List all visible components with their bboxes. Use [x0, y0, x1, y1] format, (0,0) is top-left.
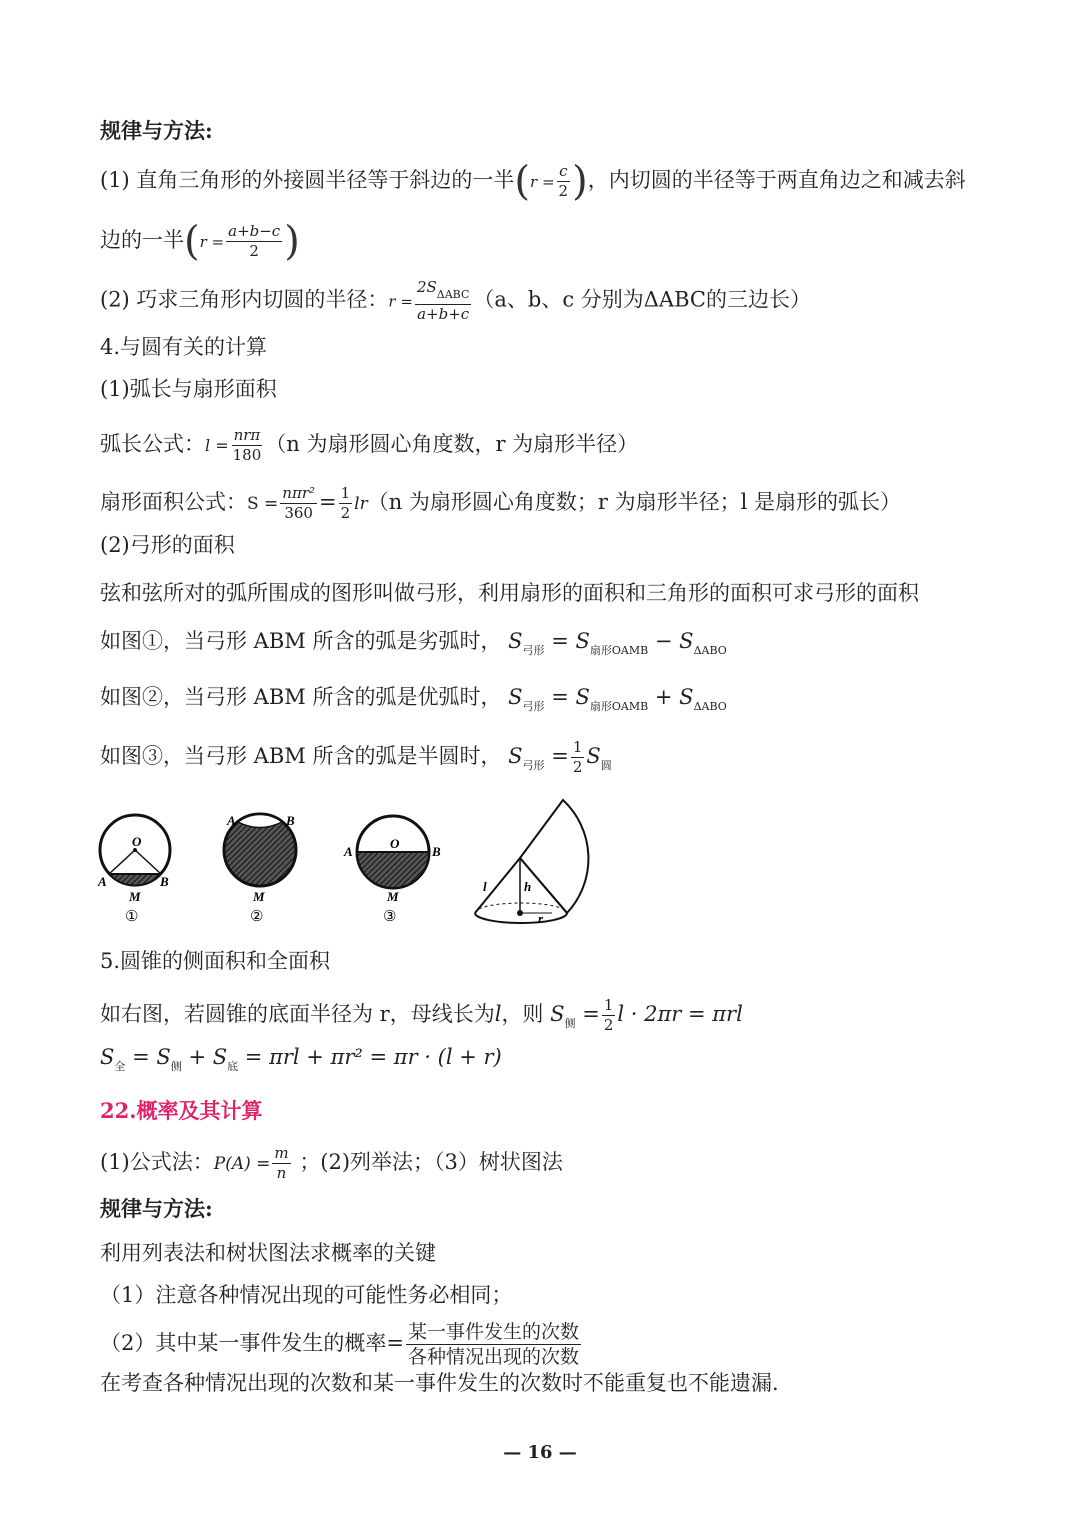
cone-1-l: l — [494, 1002, 502, 1026]
arc-prefix: 弧长公式： — [100, 432, 205, 456]
fig3-label-o: O — [390, 836, 400, 851]
cone-label-h: h — [524, 879, 532, 894]
fig3-caption: ③ — [383, 909, 397, 925]
page-number: — 16 — — [503, 1442, 577, 1463]
fig1-label-b: B — [160, 874, 169, 889]
rule-2-prefix: 边的一半 — [100, 228, 184, 252]
rule-2-den: 2 — [249, 242, 259, 260]
arc-den: 180 — [232, 446, 262, 464]
figure-1-minor-arc — [97, 815, 170, 925]
prob-den: n — [276, 1164, 287, 1182]
sector-den2: 2 — [340, 504, 351, 522]
case-3-text: 如图③，当弓形 ABM 所含的弧是半圆时， — [100, 744, 502, 768]
fig1-label-m: M — [129, 889, 141, 904]
figure-3-semicircle — [343, 816, 441, 925]
sector-num: nπr² — [282, 484, 315, 502]
prob-prefix: (1)公式法： — [100, 1150, 214, 1174]
section-heading-4: 4.与圆有关的计算 — [100, 335, 268, 359]
section-heading-rules-2: 规律与方法: — [100, 1196, 213, 1221]
fig3-label-b: B — [432, 844, 441, 859]
rule-3-suffix: （a、b、c 分别为ΔABC的三边长） — [473, 287, 811, 312]
arc-lhs: l = — [205, 436, 229, 455]
rule-3-num: $2S_{\Delta ABC}$ — [415, 278, 471, 305]
sector-mid: = — [319, 490, 337, 514]
key-point-1: （1）注意各种情况出现的可能性务必相同； — [100, 1283, 513, 1307]
fig1-caption: ① — [125, 909, 139, 925]
key-point-3: 在考查各种情况出现的次数和某一事件发生的次数时不能重复也不能遗漏. — [100, 1371, 779, 1395]
section-heading-22: 22.概率及其计算 — [100, 1098, 263, 1123]
sector-tail: lr — [354, 494, 368, 514]
rule-2-num: a+b−c — [228, 222, 281, 240]
cone-1-prefix: 如右图，若圆锥的底面半径为 r，母线长为 — [100, 1002, 495, 1026]
rule-2-lhs: r = — [199, 233, 225, 251]
rule-1-lhs: r = — [530, 173, 555, 191]
subheading-arc-sector: (1)弧长与扇形面积 — [100, 377, 277, 401]
case-1-line — [100, 628, 727, 664]
rule-line-1: (1) 直角三角形的外接圆半径等于斜边的一半(r = $\frac{c}{2}$ )，内切圆的半径等于两直角边之和减去斜 — [100, 158, 966, 205]
fig2-caption: ② — [250, 909, 264, 925]
fig1-label-a: A — [98, 874, 107, 889]
section-heading-rules: 规律与方法: — [100, 118, 213, 143]
case-1-text: 如图①，当弓形 ABM 所含的弧是劣弧时， — [100, 629, 502, 653]
arc-num: nrπ — [233, 426, 261, 444]
cone-1-formula: $S_侧$ = $\frac{1}{2}$ l · 2πr = πrl — [550, 996, 743, 1034]
fig2-label-m: M — [253, 889, 265, 904]
rule-1-prefix: (1) 直角三角形的外接圆半径等于斜边的一半 — [100, 168, 515, 192]
case-3-line — [100, 738, 612, 779]
rule-line-2: 边的一半(r = $\frac{a+b-c}{2}$ ) — [100, 218, 300, 265]
figure-cone — [475, 800, 588, 926]
bow-figures — [90, 795, 630, 935]
fig1-label-o: O — [132, 834, 142, 849]
case-2-text: 如图②，当弓形 ABM 所含的弧是优弧时， — [100, 685, 502, 709]
prob-num: m — [274, 1144, 289, 1162]
subheading-bow-area: (2)弓形的面积 — [100, 533, 235, 557]
case-2-formula: $S_{弓形} = S_{扇形OAMB} + S_{\Delta ABO}$ — [508, 685, 727, 713]
key-point-2 — [100, 1320, 583, 1369]
cone-total-line: $S_全 = S_侧 + S_底 = \pi rl + \pi r^2 = \pi r \cdot (l + r)$ — [100, 1045, 502, 1073]
key-2-den: 各种情况出现的次数 — [407, 1346, 579, 1368]
sector-lhs: S = — [247, 494, 279, 514]
section-heading-5: 5.圆锥的侧面积和全面积 — [100, 949, 331, 973]
rule-1-den: 2 — [558, 182, 569, 200]
cone-label-r: r — [538, 911, 544, 926]
rule-line-3 — [100, 278, 811, 324]
case-1-formula: $S_{弓形} = S_{扇形OAMB} - S_{\Delta ABO}$ — [508, 629, 727, 657]
cone-1-mid: ，则 — [501, 1002, 544, 1026]
fig3-label-m: M — [387, 889, 399, 904]
rule-3-den: a+b+c — [417, 305, 470, 323]
case-3-formula: $S_{弓形}$ = $\frac{1}{2}$ $S_圆$ — [508, 738, 612, 776]
arc-length-formula — [100, 426, 638, 465]
prob-lhs: P(A) = — [213, 1154, 271, 1174]
bow-definition: 弦和弦所对的弧所围成的图形叫做弓形，利用扇形的面积和三角形的面积可求弓形的面积 — [100, 581, 919, 605]
fig2-label-b: B — [286, 813, 295, 828]
rule-3-lhs: r = — [388, 292, 413, 311]
rule-3-prefix: (2) 巧求三角形内切圆的半径： — [100, 287, 389, 312]
fig2-label-a: A — [227, 813, 236, 828]
probability-formula-line — [100, 1144, 563, 1183]
prob-suffix: ；(2)列举法；（3）树状图法 — [299, 1150, 563, 1174]
arc-suffix: （n 为扇形圆心角度数，r 为扇形半径） — [265, 432, 639, 456]
rule-1-suffix: ，内切圆的半径等于两直角边之和减去斜 — [587, 168, 966, 192]
sector-area-formula — [100, 484, 901, 523]
cone-label-l: l — [483, 879, 487, 894]
key-2-prefix: （2）其中某一事件发生的概率= — [100, 1331, 404, 1355]
sector-suffix: （n 为扇形圆心角度数；r 为扇形半径；l 是扇形的弧长） — [367, 490, 902, 514]
fig3-label-a: A — [344, 844, 353, 859]
rule-1-num: c — [559, 162, 568, 180]
sector-num2: 1 — [340, 484, 351, 502]
key-2-num: 某一事件发生的次数 — [407, 1321, 579, 1343]
sector-den: 360 — [284, 504, 313, 522]
case-2-line — [100, 684, 727, 720]
sector-prefix: 扇形面积公式： — [100, 490, 247, 514]
cone-lateral-line — [100, 996, 743, 1037]
key-statement: 利用列表法和树状图法求概率的关键 — [100, 1241, 436, 1265]
figure-2-major-arc — [224, 813, 296, 925]
